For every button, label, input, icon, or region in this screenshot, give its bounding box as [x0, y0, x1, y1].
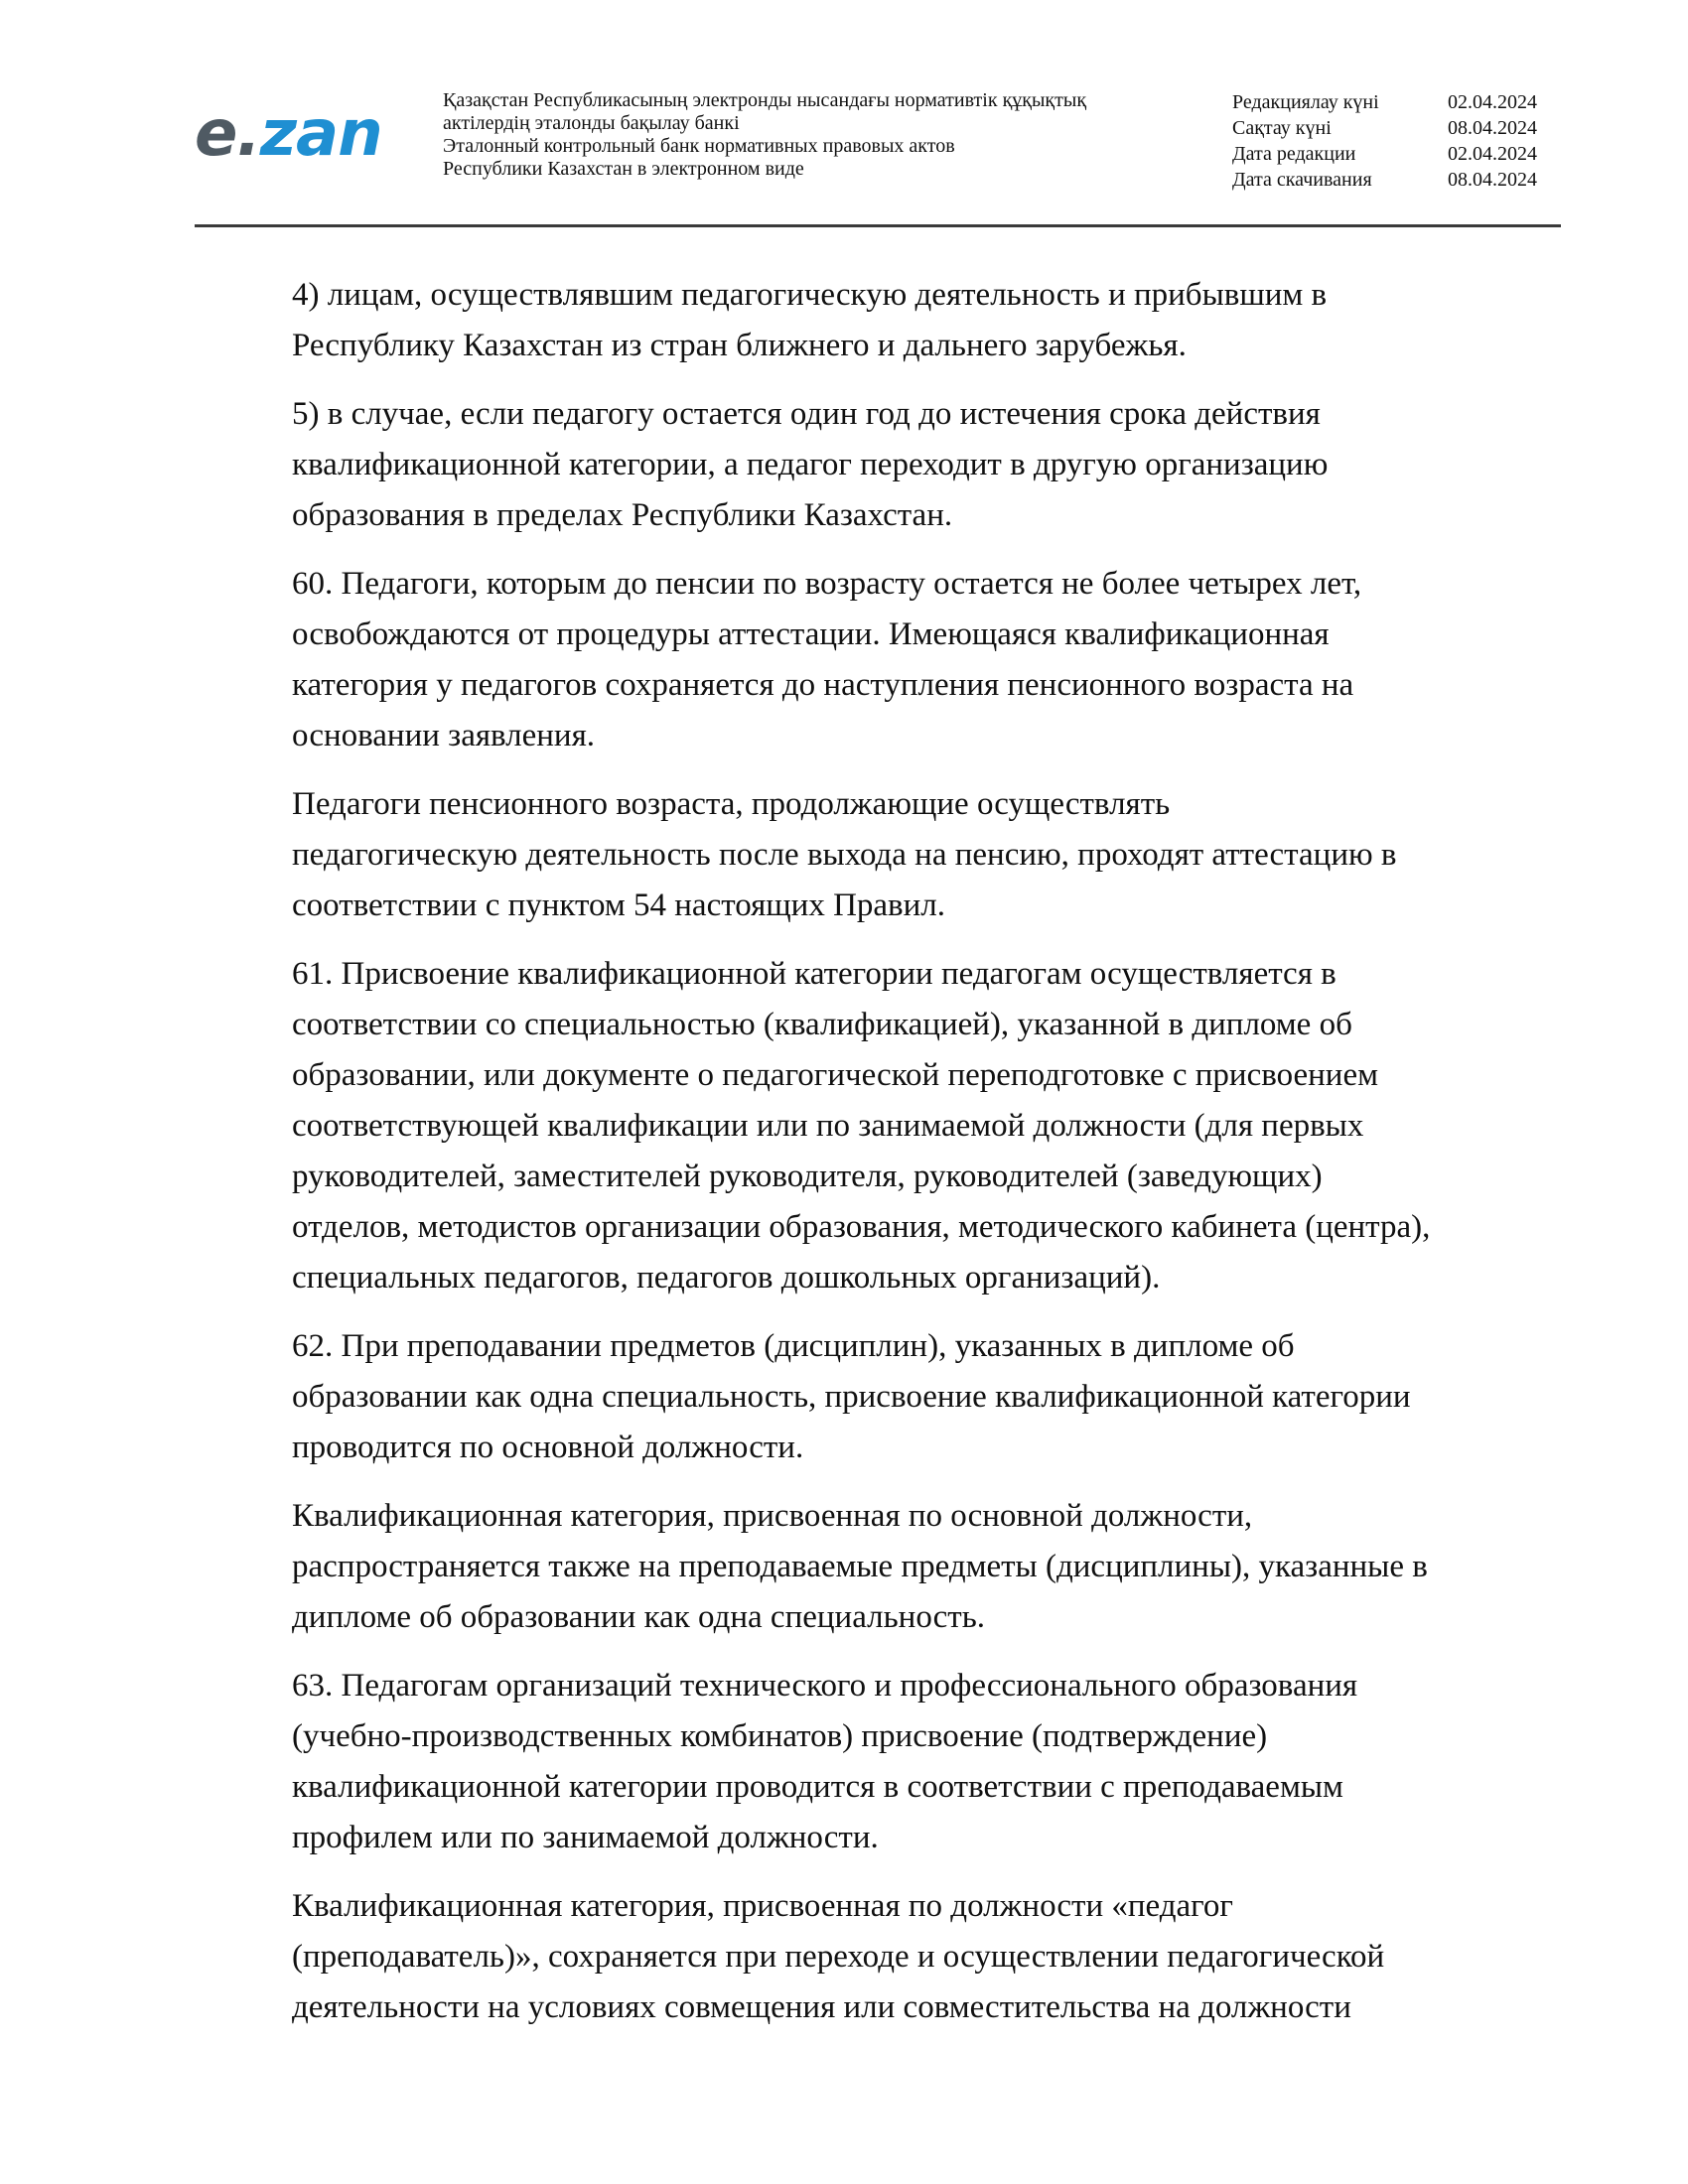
- logo-letter-e: e: [195, 97, 237, 171]
- meta-value: 02.04.2024: [1448, 143, 1537, 165]
- bank-title-line: Республики Казахстан в электронном виде: [443, 158, 804, 180]
- paragraph-line: соответствии со специальностью (квалификацией), указанной в дипломе об: [292, 1007, 1352, 1042]
- body-paragraph: [195, 559, 1575, 761]
- paragraph-line: Квалификационная категория, присвоенная по должности «педагог: [292, 1888, 1233, 1924]
- meta-row-edit-date-kz: [1232, 89, 1550, 115]
- meta-label: Дата скачивания: [1232, 169, 1372, 191]
- paragraph-line: дипломе об образовании как одна специальность.: [292, 1599, 986, 1635]
- body-paragraph: [195, 779, 1575, 931]
- bank-title: [443, 89, 1178, 181]
- meta-row-save-date-kz: [1232, 115, 1550, 141]
- logo-dot: .: [236, 97, 260, 171]
- body-paragraph: [195, 1321, 1575, 1473]
- paragraph-line: 63. Педагогам организаций технического и профессионального образования: [292, 1668, 1358, 1704]
- bank-title-line: Қазақстан Республикасының электронды нысандағы нормативтік құқықтық: [443, 89, 1087, 111]
- meta-label: Редакциялау күні: [1232, 91, 1379, 113]
- paragraph-line: Республику Казахстан из стран ближнего и дальнего зарубежья.: [292, 328, 1187, 363]
- document-body: [195, 270, 1575, 2051]
- body-paragraph: [195, 1881, 1575, 2033]
- paragraph-line: основании заявления.: [292, 718, 596, 753]
- paragraph-line: (учебно-производственных комбинатов) присвоение (подтверждение): [292, 1718, 1268, 1754]
- header-divider: [195, 224, 1561, 227]
- paragraph-line: руководителей, заместителей руководителя, руководителей (заведующих): [292, 1159, 1323, 1194]
- bank-title-line: актілердің эталонды бақылау банкі: [443, 112, 740, 134]
- paragraph-line: квалификационной категории, а педагог переходит в другую организацию: [292, 447, 1329, 482]
- paragraph-line: квалификационной категории проводится в соответствии с преподаваемым: [292, 1769, 1343, 1805]
- meta-value: 08.04.2024: [1448, 117, 1537, 139]
- paragraph-line: 61. Присвоение квалификационной категории педагогам осуществляется в: [292, 956, 1336, 992]
- paragraph-line: образовании, или документе о педагогической переподготовке с присвоением: [292, 1057, 1378, 1093]
- paragraph-line: образования в пределах Республики Казахстан.: [292, 497, 953, 533]
- paragraph-line: образовании как одна специальность, присвоение квалификационной категории: [292, 1379, 1411, 1415]
- paragraph-line: 60. Педагоги, которым до пенсии по возрасту остается не более четырех лет,: [292, 566, 1362, 602]
- paragraph-line: соответствующей квалификации или по занимаемой должности (для первых: [292, 1108, 1364, 1144]
- document-header: [0, 0, 1688, 230]
- paragraph-line: освобождаются от процедуры аттестации. Имеющаяся квалификационная: [292, 616, 1330, 652]
- body-paragraph: [195, 949, 1575, 1303]
- meta-value: 08.04.2024: [1448, 169, 1537, 191]
- bank-title-line: Эталонный контрольный банк нормативных правовых актов: [443, 135, 955, 157]
- paragraph-line: 4) лицам, осуществлявшим педагогическую деятельность и прибывшим в: [292, 277, 1328, 313]
- paragraph-line: проводится по основной должности.: [292, 1430, 804, 1465]
- paragraph-line: отделов, методистов организации образования, методического кабинета (центра),: [292, 1209, 1431, 1245]
- logo-word-zan: zan: [259, 97, 382, 171]
- meta-label: Дата редакции: [1232, 143, 1356, 165]
- body-paragraph: [195, 1491, 1575, 1643]
- paragraph-line: педагогическую деятельность после выхода на пенсию, проходят аттестацию в: [292, 837, 1397, 873]
- paragraph-line: 62. При преподавании предметов (дисциплин), указанных в дипломе об: [292, 1328, 1295, 1364]
- meta-value: 02.04.2024: [1448, 91, 1537, 113]
- body-paragraph: [195, 270, 1575, 371]
- paragraph-line: категория у педагогов сохраняется до наступления пенсионного возраста на: [292, 667, 1354, 703]
- paragraph-line: специальных педагогов, педагогов дошкольных организаций).: [292, 1260, 1161, 1296]
- paragraph-line: деятельности на условиях совмещения или совместительства на должности: [292, 1989, 1351, 2025]
- paragraph-line: Квалификационная категория, присвоенная по основной должности,: [292, 1498, 1253, 1534]
- ezan-logo[interactable]: [195, 99, 382, 169]
- paragraph-line: профилем или по занимаемой должности.: [292, 1820, 879, 1855]
- paragraph-line: соответствии с пунктом 54 настоящих Правил.: [292, 887, 946, 923]
- meta-row-edit-date-ru: [1232, 141, 1550, 167]
- body-paragraph: [195, 389, 1575, 541]
- paragraph-line: Педагоги пенсионного возраста, продолжающие осуществлять: [292, 786, 1171, 822]
- document-dates: [1232, 89, 1550, 193]
- meta-row-download-date-ru: [1232, 167, 1550, 193]
- paragraph-line: (преподаватель)», сохраняется при переходе и осуществлении педагогической: [292, 1939, 1385, 1975]
- body-paragraph: [195, 1661, 1575, 1863]
- paragraph-line: распространяется также на преподаваемые предметы (дисциплины), указанные в: [292, 1549, 1428, 1584]
- meta-label: Сақтау күні: [1232, 117, 1332, 139]
- paragraph-line: 5) в случае, если педагогу остается один год до истечения срока действия: [292, 396, 1321, 432]
